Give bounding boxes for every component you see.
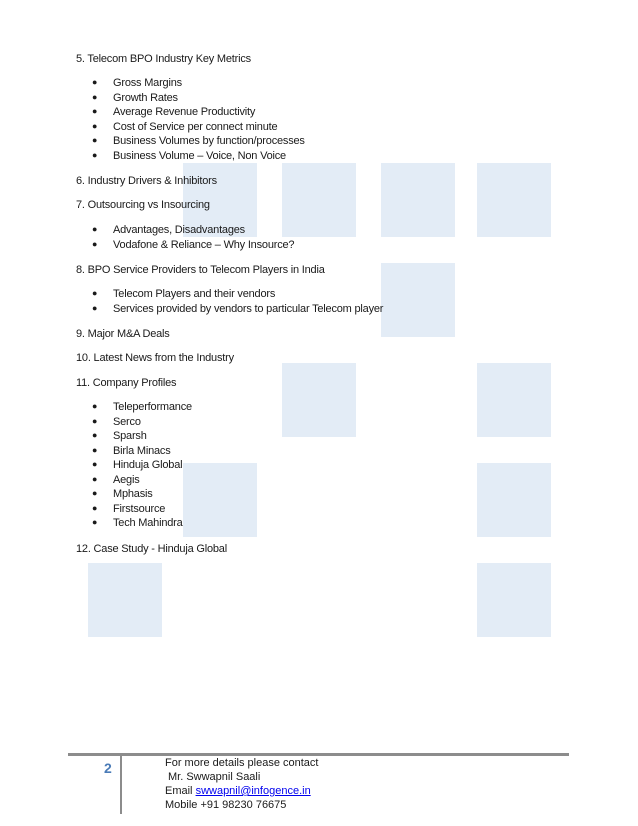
bullet-icon: ● xyxy=(92,239,98,249)
footer-email-line xyxy=(165,785,311,797)
bullet-icon: ● xyxy=(92,121,98,131)
bullet-icon: ● xyxy=(92,288,98,298)
watermark-square xyxy=(381,263,455,337)
watermark-square xyxy=(477,163,551,237)
watermark-square xyxy=(183,463,257,537)
bullet-icon: ● xyxy=(92,92,98,102)
section-heading: 7. Outsourcing vs Insourcing xyxy=(76,199,210,211)
bullet-icon: ● xyxy=(92,445,98,455)
watermark-square xyxy=(477,463,551,537)
bullet-icon: ● xyxy=(92,430,98,440)
section-heading: 5. Telecom BPO Industry Key Metrics xyxy=(76,53,251,65)
watermark-square xyxy=(282,363,356,437)
bullet-icon: ● xyxy=(92,517,98,527)
bullet-icon: ● xyxy=(92,77,98,87)
email-label: Email xyxy=(165,785,196,797)
section-heading: 6. Industry Drivers & Inhibitors xyxy=(76,175,217,187)
bullet-icon: ● xyxy=(92,488,98,498)
watermark-square xyxy=(381,163,455,237)
section-heading: 9. Major M&A Deals xyxy=(76,328,170,340)
section-heading: 8. BPO Service Providers to Telecom Players in India xyxy=(76,264,325,276)
bullet-icon: ● xyxy=(92,503,98,513)
section-heading: 10. Latest News from the Industry xyxy=(76,352,234,364)
footer-divider xyxy=(120,756,122,814)
footer-contact-line: For more details please contact xyxy=(165,757,319,769)
bullet-icon: ● xyxy=(92,224,98,234)
bullet-icon: ● xyxy=(92,401,98,411)
section-heading: 12. Case Study - Hinduja Global xyxy=(76,543,227,555)
page-number: 2 xyxy=(104,760,112,776)
bullet-icon: ● xyxy=(92,303,98,313)
bullet-icon: ● xyxy=(92,150,98,160)
watermark-square xyxy=(88,563,162,637)
watermark-square xyxy=(477,563,551,637)
bullet-icon: ● xyxy=(92,459,98,469)
footer-mobile: Mobile +91 98230 76675 xyxy=(165,799,287,811)
email-link[interactable]: swwapnil@infogence.in xyxy=(195,785,311,797)
footer-rule xyxy=(68,753,569,756)
bullet-icon: ● xyxy=(92,106,98,116)
watermark-square xyxy=(282,163,356,237)
footer-contact-name: Mr. Swwapnil Saali xyxy=(168,771,261,783)
watermark-square xyxy=(477,363,551,437)
section-heading: 11. Company Profiles xyxy=(76,377,177,389)
bullet-icon: ● xyxy=(92,135,98,145)
bullet-icon: ● xyxy=(92,474,98,484)
bullet-icon: ● xyxy=(92,416,98,426)
